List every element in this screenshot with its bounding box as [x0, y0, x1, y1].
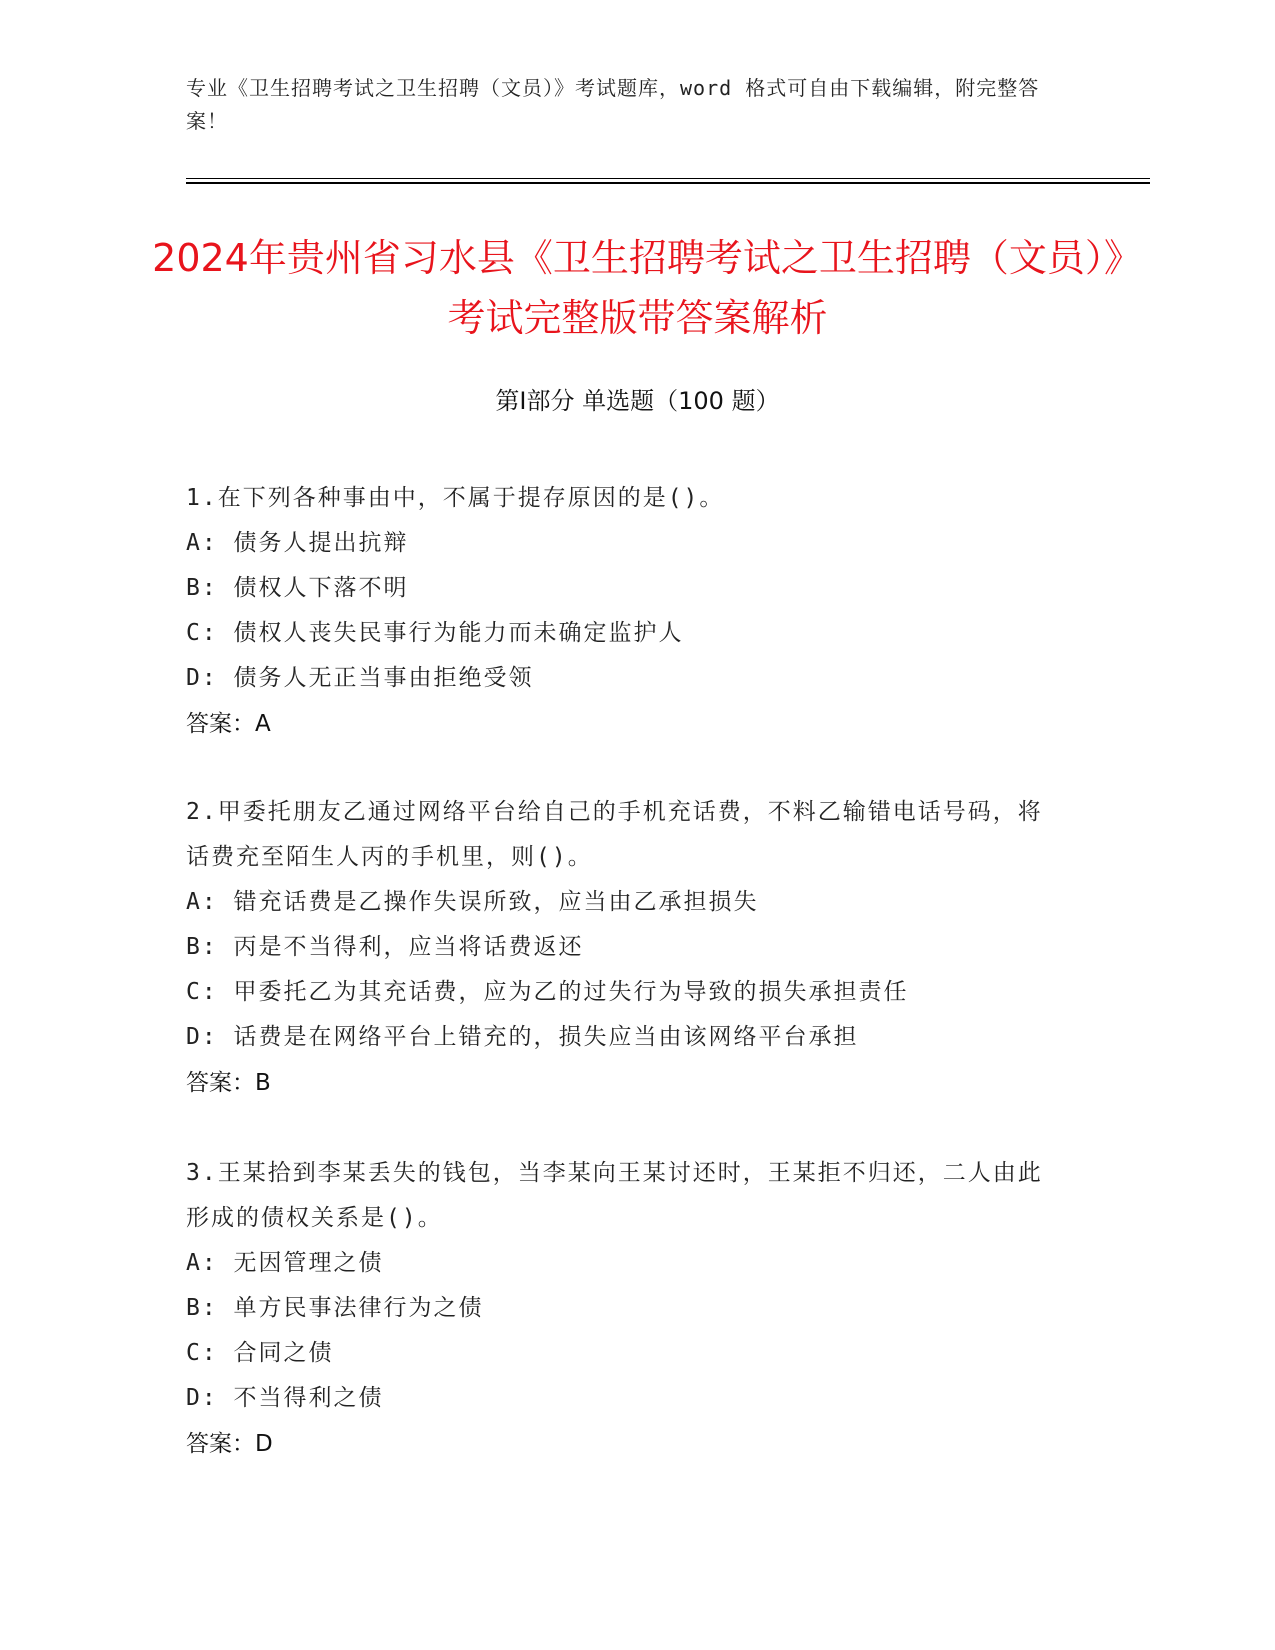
question-block — [186, 1151, 1066, 1467]
header-divider-thin — [186, 178, 1150, 179]
header-note: 专业《卫生招聘考试之卫生招聘（文员）》考试题库，word 格式可自由下载编辑，附完整答案！ — [186, 76, 1040, 133]
option-d: D: 债务人无正当事由拒绝受领 — [186, 665, 534, 691]
option-c: C: 合同之债 — [186, 1340, 334, 1366]
option-b: B: 丙是不当得利，应当将话费返还 — [186, 934, 584, 960]
question-stem: 2.甲委托朋友乙通过网络平台给自己的手机充话费，不料乙输错电话号码，将话费充至陌生人丙的手机里，则()。 — [186, 799, 1043, 870]
option-c: C: 甲委托乙为其充话费，应为乙的过失行为导致的损失承担责任 — [186, 979, 909, 1005]
option-d: D: 话费是在网络平台上错充的，损失应当由该网络平台承担 — [186, 1024, 859, 1050]
option-b: B: 单方民事法律行为之债 — [186, 1295, 484, 1321]
question-block — [186, 790, 1066, 1106]
answer-label: 答案：A — [186, 711, 271, 737]
question-stem: 1.在下列各种事由中，不属于提存原因的是()。 — [186, 485, 725, 511]
question-block — [186, 476, 1066, 747]
option-a: A: 错充话费是乙操作失误所致，应当由乙承担损失 — [186, 889, 759, 915]
answer-label: 答案：D — [186, 1431, 273, 1457]
question-stem: 3.王某拾到李某丢失的钱包，当李某向王某讨还时，王某拒不归还，二人由此形成的债权关系是()。 — [186, 1160, 1043, 1231]
document-title: 2024年贵州省习水县《卫生招聘考试之卫生招聘（文员）》考试完整版带答案解析 — [152, 236, 1123, 340]
answer-label: 答案：B — [186, 1070, 271, 1096]
option-d: D: 不当得利之债 — [186, 1385, 384, 1411]
header-divider-thick — [186, 182, 1150, 184]
option-c: C: 债权人丧失民事行为能力而未确定监护人 — [186, 620, 684, 646]
option-b: B: 债权人下落不明 — [186, 575, 409, 601]
option-a: A: 无因管理之债 — [186, 1250, 384, 1276]
option-a: A: 债务人提出抗辩 — [186, 530, 409, 556]
section-title: 第Ⅰ部分 单选题（100 题） — [495, 387, 780, 415]
